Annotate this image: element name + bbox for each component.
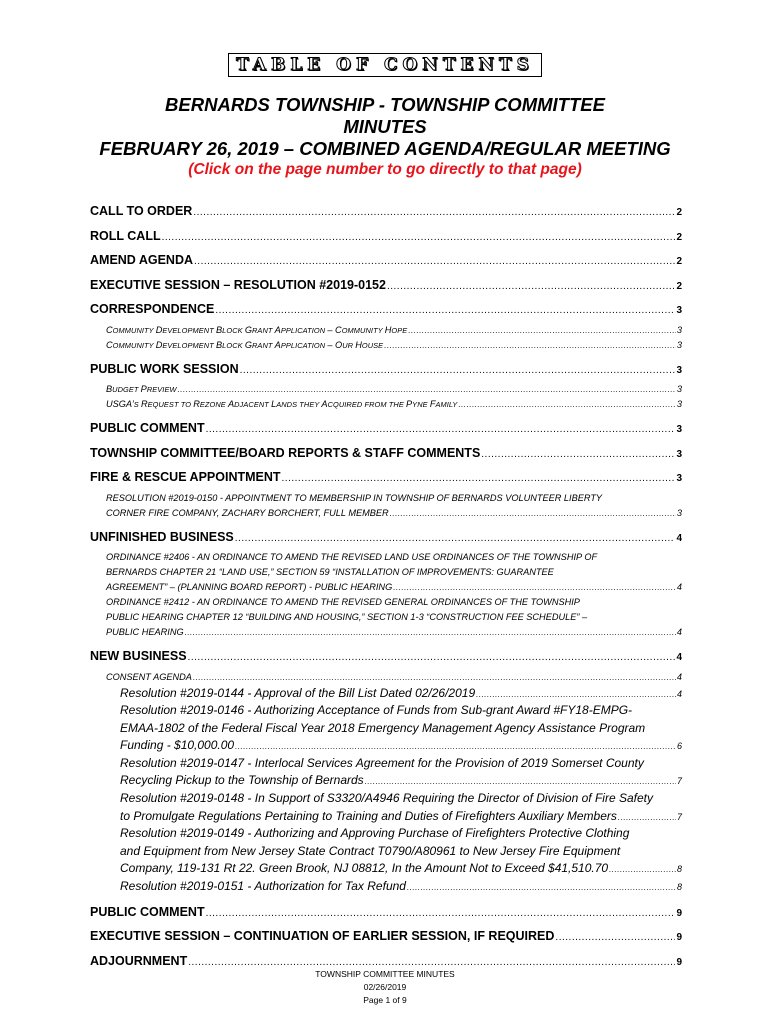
dot-leader — [178, 382, 676, 397]
footer-page-number: Page 1 of 9 — [363, 995, 407, 1005]
toc-sublabel: BUDGET PREVIEW — [106, 384, 177, 394]
toc-item-resolution-0146[interactable] — [90, 737, 682, 755]
dot-leader — [240, 359, 676, 384]
dot-leader — [162, 226, 676, 251]
toc-sublabel: CONSENT AGENDA — [106, 671, 192, 682]
toc-entry-call-to-order[interactable] — [90, 199, 682, 224]
dot-leader — [365, 773, 676, 791]
toc-entry-amend-agenda[interactable] — [90, 248, 682, 273]
toc-entry-executive-session-continuation[interactable] — [90, 924, 682, 949]
toc-subentry-ordinance-2412[interactable] — [90, 625, 682, 640]
dot-leader — [235, 738, 676, 756]
dot-leader — [555, 926, 675, 951]
toc-subentry-usga-rezone[interactable] — [90, 397, 682, 412]
toc-subentry-text: PUBLIC HEARING CHAPTER 12 “BUILDING AND HOUSING,” SECTION 1-3 “CONSTRUCTION FEE SCHEDULE” – — [106, 612, 588, 622]
toc-itemlabel: to Promulgate Regulations Pertaining to Training and Duties of Firefighters Auxiliary Members — [120, 808, 617, 823]
toc-subentry-text: ORDINANCE #2406 - AN ORDINANCE TO AMEND THE REVISED LAND USE ORDINANCES OF THE TOWNSHIP OF — [106, 552, 598, 562]
toc-entry-fire-rescue[interactable] — [90, 465, 682, 490]
toc-page-link[interactable]: 8 — [676, 864, 682, 875]
toc-item-text: Resolution #2019-0148 - In Support of S3320/A4946 Requiring the Director of Division of Fire Safety — [120, 791, 653, 806]
toc-page-link[interactable]: 3 — [676, 339, 682, 350]
toc-page-link[interactable]: 3 — [676, 324, 682, 335]
toc-subentry-cdbg-our-house[interactable] — [90, 338, 682, 353]
toc-item-text: Resolution #2019-0149 - Authorizing and Approving Purchase of Firefighters Protective Clothing — [120, 826, 630, 841]
dot-leader — [185, 625, 676, 640]
toc-subentry-text: BERNARDS CHAPTER 21 “LAND USE,” SECTION 59 “INSTALLATION OF IMPROVEMENTS: GUARANTEE — [106, 567, 554, 577]
toc-entry-new-business[interactable] — [90, 644, 682, 669]
toc-label: PUBLIC COMMENT — [90, 421, 205, 435]
dot-leader — [193, 670, 676, 685]
toc-itemlabel: Company, 119-131 Rt 22. Green Brook, NJ 08812, In the Amount Not to Exceed $41,510.70 — [120, 861, 609, 876]
dot-leader — [481, 443, 675, 468]
toc-item-resolution-0148[interactable] — [90, 808, 682, 826]
toc-page-link[interactable]: 4 — [676, 652, 682, 663]
toc-label: EXECUTIVE SESSION – CONTINUATION OF EARLIER SESSION, IF REQUIRED — [90, 929, 555, 944]
dot-leader — [390, 506, 676, 521]
toc-page-link[interactable]: 3 — [676, 507, 682, 518]
toc-sublabel: AGREEMENT” – (PLANNING BOARD REPORT) - PUBLIC HEARING — [106, 582, 393, 592]
dot-leader — [194, 250, 675, 275]
toc-page-link[interactable]: 4 — [676, 671, 682, 682]
toc-entry-public-comment[interactable] — [90, 416, 682, 441]
toc-page-link[interactable]: 2 — [676, 256, 682, 267]
toc-subentry-ordinance-2406[interactable] — [90, 580, 682, 595]
toc-entry-roll-call[interactable] — [90, 224, 682, 249]
toc-item-text: and Equipment from New Jersey State Contract T0790/A80961 to New Jersey Fire Equipment — [120, 843, 621, 858]
toc-page-link[interactable]: 3 — [676, 399, 682, 409]
toc-entry-executive-session[interactable] — [90, 273, 682, 298]
dot-leader — [618, 809, 676, 827]
toc-page-link[interactable]: 8 — [676, 882, 682, 893]
toc-subentry-text: ORDINANCE #2412 - AN ORDINANCE TO AMEND THE REVISED GENERAL ORDINANCES OF THE TOWNSHIP — [106, 597, 580, 607]
header-township: BERNARDS TOWNSHIP - TOWNSHIP COMMITTEE — [165, 94, 605, 115]
toc-subentry-consent-agenda[interactable] — [90, 670, 682, 685]
toc-label: TOWNSHIP COMMITTEE/BOARD REPORTS & STAFF COMMENTS — [90, 445, 481, 460]
toc-label: PUBLIC COMMENT — [90, 904, 205, 919]
toc-page-link[interactable]: 2 — [676, 280, 682, 292]
toc-entry-reports[interactable] — [90, 441, 682, 466]
toc-page-link[interactable]: 3 — [676, 364, 682, 376]
toc-entry-unfinished-business[interactable] — [90, 525, 682, 550]
toc-page-link[interactable]: 3 — [676, 424, 682, 435]
toc-page-link[interactable]: 4 — [676, 582, 682, 592]
toc-itemlabel: Funding - $10,000.00 — [120, 738, 235, 753]
toc-page-link[interactable]: 4 — [676, 688, 682, 699]
toc-item-text: Resolution #2019-0147 - Interlocal Services Agreement for the Provision of 2019 Somerset County — [120, 755, 644, 770]
document-header — [0, 94, 770, 180]
dot-leader — [282, 467, 676, 492]
toc-sublabel: COMMUNITY DEVELOPMENT BLOCK GRANT APPLICATION – COMMUNITY HOPE — [106, 324, 408, 335]
toc-label: ADJOURNMENT — [90, 953, 188, 968]
page-footer — [0, 968, 770, 1007]
toc-sublabel: COMMUNITY DEVELOPMENT BLOCK GRANT APPLICATION – OUR HOUSE — [106, 339, 384, 350]
dot-leader — [193, 201, 675, 226]
toc-title: TABLE OF CONTENTS — [236, 55, 534, 75]
dot-leader — [476, 686, 676, 704]
toc-page-link[interactable]: 4 — [676, 627, 682, 637]
toc-item-resolution-0147[interactable] — [90, 772, 682, 790]
dot-leader — [609, 861, 676, 879]
toc-page-link[interactable]: 4 — [676, 532, 682, 544]
toc-sublabel: CORNER FIRE COMPANY, ZACHARY BORCHERT, FULL MEMBER — [106, 507, 389, 518]
toc-page-link[interactable]: 3 — [676, 473, 682, 484]
toc-subentry-budget-preview[interactable] — [90, 382, 682, 397]
header-minutes: MINUTES — [343, 116, 427, 137]
toc-item-resolution-0151[interactable] — [90, 878, 682, 896]
toc-page-link[interactable]: 7 — [676, 811, 682, 822]
toc-page-link[interactable]: 3 — [676, 305, 682, 316]
toc-page-link[interactable]: 2 — [676, 207, 682, 218]
dot-leader — [407, 879, 676, 897]
dot-leader — [384, 338, 676, 353]
header-meeting: FEBRUARY 26, 2019 – COMBINED AGENDA/REGULAR MEETING — [99, 138, 671, 159]
toc-item-text: Resolution #2019-0146 - Authorizing Acceptance of Funds from Sub-grant Award #FY18-EMPG- — [120, 703, 633, 718]
toc-sublabel: PUBLIC HEARING — [106, 627, 184, 637]
toc-page-link[interactable]: 9 — [676, 956, 682, 968]
dot-leader — [235, 527, 676, 552]
toc-label: PUBLIC WORK SESSION — [90, 361, 239, 376]
toc-sublabel: USGA’S REQUEST TO REZONE ADJACENT LANDS THEY ACQUIRED FROM THE PYNE FAMILY — [106, 399, 458, 409]
toc-page-link[interactable]: 3 — [676, 448, 682, 460]
toc-label: CALL TO ORDER — [90, 204, 193, 218]
dot-leader — [188, 646, 676, 671]
dot-leader — [408, 323, 676, 338]
toc-entry-public-work-session[interactable] — [90, 357, 682, 382]
toc-page-link[interactable]: 3 — [676, 384, 682, 394]
toc-label: CORRESPONDENCE — [90, 302, 215, 316]
dot-leader — [215, 299, 675, 324]
toc-itemlabel: Recycling Pickup to the Township of Bernards — [120, 773, 364, 788]
toc-label: UNFINISHED BUSINESS — [90, 529, 234, 544]
toc-page-link[interactable]: 9 — [676, 907, 682, 919]
toc-label: AMEND AGENDA — [90, 253, 194, 267]
toc-itemlabel: Resolution #2019-0151 - Authorization for Tax Refund — [120, 879, 406, 894]
toc-subentry-resolution-0150[interactable] — [90, 506, 682, 521]
toc-subentry-text: RESOLUTION #2019-0150 - APPOINTMENT TO MEMBERSHIP IN TOWNSHIP OF BERNARDS VOLUNTEER LIBERTY — [106, 492, 603, 503]
toc-page-link[interactable]: 7 — [676, 776, 682, 787]
toc-entry-public-comment-2[interactable] — [90, 900, 682, 925]
click-note: (Click on the page number to go directly to that page) — [188, 161, 582, 178]
toc-itemlabel: Resolution #2019-0144 - Approval of the Bill List Dated 02/26/2019 — [120, 685, 476, 700]
toc-item-resolution-0149[interactable] — [90, 860, 682, 878]
toc-label: FIRE & RESCUE APPOINTMENT — [90, 470, 281, 484]
toc-item-resolution-0144[interactable] — [90, 685, 682, 703]
toc-label: ROLL CALL — [90, 228, 161, 243]
footer-title: TOWNSHIP COMMITTEE MINUTES — [315, 969, 455, 979]
toc-label: EXECUTIVE SESSION – RESOLUTION #2019-0152 — [90, 277, 386, 292]
dot-leader — [206, 418, 676, 443]
table-of-contents — [90, 199, 682, 973]
dot-leader — [387, 275, 675, 300]
dot-leader — [206, 902, 676, 927]
toc-subentry-cdbg-community-hope[interactable] — [90, 323, 682, 338]
dot-leader — [393, 580, 676, 595]
dot-leader — [458, 397, 675, 412]
toc-entry-correspondence[interactable] — [90, 297, 682, 322]
toc-page-link[interactable]: 9 — [676, 932, 682, 944]
toc-page-link[interactable]: 2 — [676, 231, 682, 243]
toc-page-link[interactable]: 6 — [676, 741, 682, 752]
toc-label: NEW BUSINESS — [90, 649, 187, 663]
footer-date: 02/26/2019 — [363, 982, 407, 992]
toc-item-text: EMAA-1802 of the Federal Fiscal Year 2018 Emergency Management Agency Assistance Program — [120, 720, 646, 735]
toc-title-box — [228, 53, 542, 77]
